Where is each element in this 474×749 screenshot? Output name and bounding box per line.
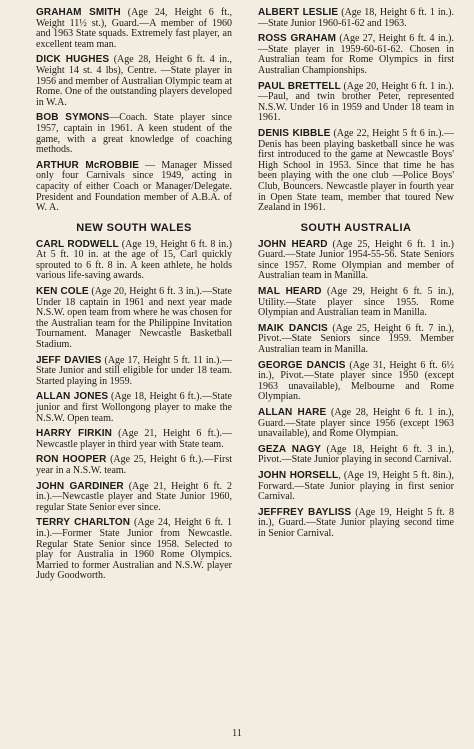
player-description: (Age 18, Height 6 ft.).—State junior and first Wollongong player to make the N.S.W. Open team. <box>36 391 232 424</box>
player-description: , (Age 19, Height 5 ft. 8in.), Forward.—State Junior playing in first senior Carnival. <box>258 469 454 503</box>
player-name: MAIK DANCIS <box>258 322 328 334</box>
player-description: (Age 20, Height 6 ft. 1 in.).—Paul, and twin brother Peter, represented N.S.W. Under 16 in 1959 and Under 18 team in 1961. <box>258 80 454 124</box>
player-entry-ross-graham <box>258 34 454 76</box>
player-description: (Age 28, Height 6 ft. 4 in., Weight 14 st. 4 lbs), Centre. —State player in 1956 and member of Australian Olympic team at Rome. One of the outstanding players developed in W.A. <box>36 54 233 108</box>
player-entry-denis-kibble <box>258 129 454 214</box>
player-description: —Coach. State player since 1957, captain in 1961. A keen student of the game, with a great knowledge of coaching methods. <box>36 112 232 156</box>
coach-entry-bob-symons <box>36 113 232 155</box>
player-name: TERRY CHARLTON <box>36 517 131 529</box>
player-entry-paul-brettell <box>258 82 454 124</box>
player-description: (Age 20, Height 6 ft. 3 in.).—State Under 18 captain in 1961 and next year made N.S.W. open team from where he was chosen for the Australian team for the Philippine Invitation Tournament. Manager Newcastle Basketball Stadium. <box>36 286 232 351</box>
player-entry-geza-nagy <box>258 445 454 466</box>
player-name: MAL HEARD <box>258 286 322 298</box>
player-name: DENIS KIBBLE <box>258 127 331 139</box>
player-description: (Age 17, Height 5 ft. 11 in.).—State Junior and still eligible for under 18 team. Started playing in 1959. <box>36 354 232 387</box>
player-name: ROSS GRAHAM <box>258 33 337 45</box>
player-name: KEN COLE <box>36 286 89 298</box>
player-name: PAUL BRETTELL <box>258 80 341 92</box>
player-name: ARTHUR McROBBIE <box>36 159 139 171</box>
section-heading-new-south-wales: NEW SOUTH WALES <box>76 221 192 234</box>
player-name: JOHN HEARD <box>258 238 328 250</box>
player-entry-allan-jones <box>36 392 232 424</box>
player-name: ALLAN JONES <box>36 391 109 403</box>
player-entry-terry-charlton <box>36 518 232 582</box>
player-entry-maik-dancis <box>258 324 454 356</box>
player-description: (Age 25, Height 6 ft.).—First year in a N.S.W. team. <box>36 454 232 476</box>
player-name: HARRY FIRKIN <box>36 428 112 440</box>
player-description: (Age 18, Height 6 ft. 3 in.), Pivot.—State Junior playing in second Carnival. <box>258 443 454 466</box>
player-name: ALLAN HARE <box>258 407 327 418</box>
player-description: (Age 28, Height 6 ft. 1 in.), Guard.—State player since 1956 (except 1963 unavailable), and Rome Olympian. <box>258 407 454 440</box>
player-description: (Age 24, Height 6 ft., Weight 11½ st.), Guard.—A member of 1960 and 1963 State squads. Extremely fast player, an excellent team man. <box>36 7 232 50</box>
player-name: BOB SYMONS <box>36 112 110 124</box>
player-name: JOHN HORSELL <box>258 469 339 481</box>
player-name: GRAHAM SMITH <box>36 7 121 18</box>
player-name: JOHN GARDINER <box>36 480 124 492</box>
player-entry-carl-rodwell <box>36 240 232 282</box>
player-description: (Age 18, Height 6 ft. 1 in.).—State Junior 1960-61-62 and 1963. <box>258 7 454 29</box>
player-entry-graham-smith <box>36 8 232 50</box>
right-column <box>258 8 454 545</box>
player-description: (Age 25, Height 6 ft. 7 in.), Pivot.—State Seniors since 1959. Member Australian team in Manilla. <box>258 322 454 356</box>
player-entry-allan-hare <box>258 408 454 440</box>
player-entry-john-gardiner <box>36 482 232 514</box>
player-entry-ken-cole <box>36 287 232 351</box>
player-entry-george-dancis <box>258 361 454 403</box>
player-entry-john-horsell <box>258 471 454 503</box>
player-name: ALBERT LESLIE <box>258 7 339 18</box>
player-entry-jeff-davies <box>36 356 232 388</box>
player-description: (Age 21, Height 6 ft.).—Newcastle player in third year with State team. <box>36 428 232 450</box>
section-heading-south-australia: SOUTH AUSTRALIA <box>300 221 412 234</box>
player-name: GEZA NAGY <box>258 443 321 455</box>
player-name: CARL RODWELL <box>36 238 119 250</box>
player-description: (Age 19, Height 5 ft. 8 in.), Guard.—State Junior playing second time in Senior Carnival. <box>258 506 454 539</box>
left-column <box>36 8 232 587</box>
player-entry-harry-firkin <box>36 429 232 450</box>
player-name: GEORGE DANCIS <box>258 359 346 371</box>
player-description: (Age 21, Height 6 ft. 2 in.).—Newcastle player and State Junior 1960, regular State Senior ever since. <box>36 480 232 513</box>
player-description: — Manager Missed only four Carnivals since 1949, acting in capacity of either Coach or Manager/Delegate. President and Foundation member of A.B.A. of W. A. <box>36 159 232 214</box>
player-entry-ron-hooper <box>36 455 232 476</box>
player-description: (Age 27, Height 6 ft. 4 in.).—State player in 1959-60-61-62. Chosen in Australian team for Rome Olympics in first Australian Championships. <box>258 33 454 76</box>
player-name: DICK HUGHES <box>36 54 110 66</box>
player-description: (Age 19, Height 6 ft. 8 in.) At 5 ft. 10 in. at the age of 15, Carl quickly sprouted to 6 ft. 8 in. A keen athlete, he holds various life-saving awards. <box>36 238 232 282</box>
player-entry-dick-hughes <box>36 55 232 108</box>
player-description: (Age 24, Height 6 ft. 1 in.).—Former State Junior from Newcastle. Regular State Senior since 1958. Selected to play for Australia in 1960 Rome Olympics. Married to former Australian and N.S.W. player Judy Goodworth. <box>36 517 232 582</box>
manager-entry-arthur-mcrobbie <box>36 161 232 214</box>
player-description: (Age 25, Height 6 ft. 1 in.) Guard.—State Junior 1954-55-56. State Seniors since 1957. Rome Olympian and member of Australian team in Manilla. <box>258 238 454 282</box>
page-number: 11 <box>232 728 242 739</box>
player-entry-john-heard <box>258 240 454 282</box>
player-entry-albert-leslie <box>258 8 454 29</box>
player-name: JEFFREY BAYLISS <box>258 506 352 518</box>
player-entry-mal-heard <box>258 287 454 319</box>
player-name: RON HOOPER <box>36 454 107 466</box>
player-description: (Age 22, Height 5 ft 6 in.).—Denis has been playing basketball since he was first introduced to the game at Newcastle Boys' High School in 1953. Since that time he has been playing with the one club —Police Boys' Club, Bouncers. Newcastle player in fourth year in Open State team, member that toured New Zealand in 1961. <box>258 127 454 214</box>
player-description: (Age 31, Height 6 ft. 6½ in.), Pivot.—State player since 1950 (except 1963 unavailable), Melbourne and Rome Olympian. <box>258 359 454 403</box>
player-entry-jeffrey-bayliss <box>258 508 454 540</box>
player-description: (Age 29, Height 6 ft. 5 in.), Utility.—State player since 1955. Rome Olympian and Australian team in Manilla. <box>258 286 454 319</box>
player-name: JEFF DAVIES <box>36 354 102 366</box>
